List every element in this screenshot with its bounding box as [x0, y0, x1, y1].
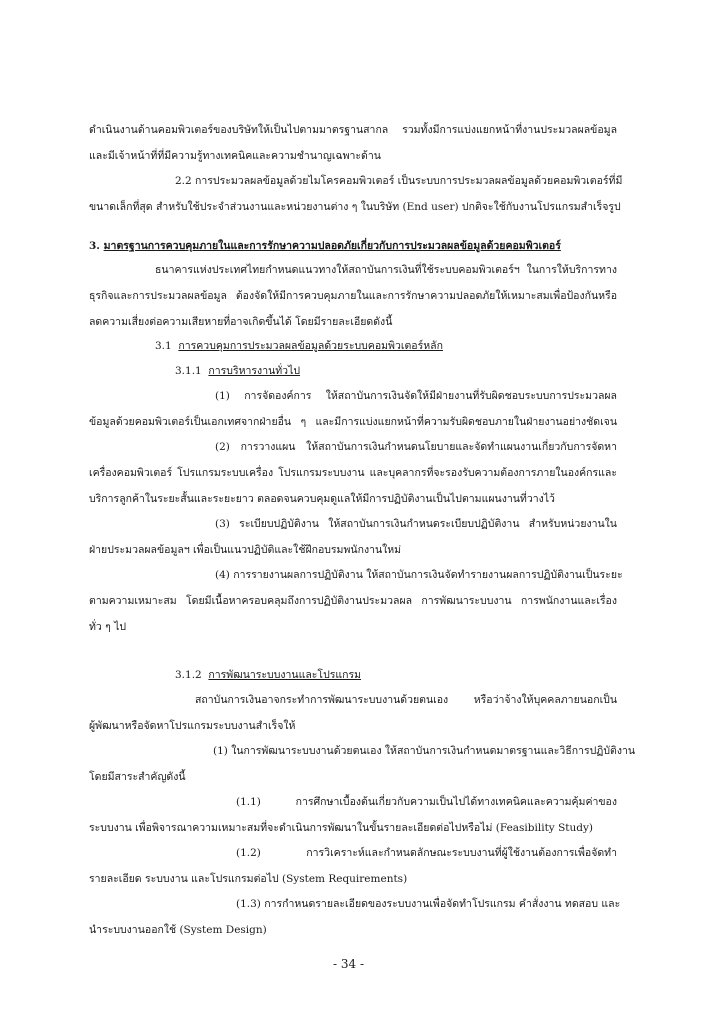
paragraph-line: (3) ระเบียบปฏิบัติงาน ให้สถาบันการเงินกำหนดระเบียบปฏิบัติงาน สำหรับหน่วยงานใน: [215, 518, 617, 530]
subsection-title: การพัฒนาระบบงานและโปรแกรม: [208, 669, 362, 681]
paragraph-line: นำระบบงานออกใช้ (System Design): [89, 924, 267, 936]
paragraph-line: ทั่ว ๆ ไป: [89, 621, 127, 633]
paragraph-line: (1.3) การกำหนดรายละเอียดของระบบงานเพื่อจัดทำโปรแกรม คำสั่งงาน ทดสอบ และ: [236, 898, 621, 910]
paragraph-line: (1) การจัดองค์การ ให้สถาบันการเงินจัดให้มีฝ่ายงานที่รับผิดชอบระบบการประมวลผล: [215, 390, 617, 402]
paragraph-line: (1.1) การศึกษาเบื้องต้นเกี่ยวกับความเป็นไปได้ทางเทคนิคและความคุ้มค่าของ: [236, 796, 617, 808]
paragraph-line: ดำเนินงานด้านคอมพิวเตอร์ของบริษัทให้เป็นไปตามมาตรฐานสากล รวมทั้งมีการแบ่งแยกหน้าที่งานประมวลผลข้อมูล: [89, 124, 617, 136]
subsection-heading: [155, 339, 443, 353]
subsection-heading: [175, 668, 361, 682]
subsection-title: การบริหารงานทั่วไป: [208, 365, 301, 377]
paragraph-line: ขนาดเล็กที่สุด สำหรับใช้ประจำส่วนงานและหน่วยงานต่าง ๆ ในบริษัท (End user) ปกติจะใช้กับงานโปรแกรมสำเร็จรูป: [89, 201, 621, 213]
subsection-number: 3.1.1: [175, 365, 202, 377]
paragraph-line: สถาบันการเงินอาจกระทำการพัฒนาระบบงานด้วยตนเอง หรือว่าจ้างให้บุคคลภายนอกเป็น: [195, 694, 617, 706]
paragraph-line: บริการลูกค้าในระยะสั้นและระยะยาว ตลอดจนควบคุมดูแลให้มีการปฏิบัติงานเป็นไปตามแผนงานที่วางไว้: [89, 493, 555, 505]
paragraph-line: ข้อมูลด้วยคอมพิวเตอร์เป็นเอกเทศจากฝ่ายอื่น ๆ และมีการแบ่งแยกหน้าที่ความรับผิดชอบภายในฝ่ายงานอย่างชัดเจน: [89, 416, 617, 428]
section-heading: [89, 239, 561, 253]
subsection-heading: [175, 364, 300, 378]
subsection-number: 3.1: [155, 340, 172, 352]
paragraph-line: ธุรกิจและการประมวลผลข้อมูล ต้องจัดให้มีการควบคุมภายในและการรักษาความปลอดภัยให้เหมาะสมเพื่อป้องกันหรือ: [89, 290, 617, 302]
paragraph-line: ธนาคารแห่งประเทศไทยกำหนดแนวทางให้สถาบันการเงินที่ใช้ระบบคอมพิวเตอร์ฯ ในการให้บริการทาง: [155, 264, 617, 276]
paragraph-line: (1.2) การวิเคราะห์และกำหนดลักษณะระบบงานที่ผู้ใช้งานต้องการเพื่อจัดทำ: [236, 847, 617, 859]
paragraph-line: และมีเจ้าหน้าที่ที่มีความรู้ทางเทคนิคและความชำนาญเฉพาะด้าน: [89, 150, 381, 162]
paragraph-line: ระบบงาน เพื่อพิจารณาความเหมาะสมที่จะดำเนินการพัฒนาในขั้นรายละเอียดต่อไปหรือไม่ (Feasibility Study): [89, 822, 593, 834]
section-number: 3.: [89, 240, 100, 252]
paragraph-line: ตามความเหมาะสม โดยมีเนื้อหาครอบคลุมถึงการปฏิบัติงานประมวลผล การพัฒนาระบบงาน การพนักงานและเรื่อง: [89, 595, 617, 607]
paragraph-line: (4) การรายงานผลการปฏิบัติงาน ให้สถาบันการเงินจัดทำรายงานผลการปฏิบัติงานเป็นระยะ: [215, 569, 623, 581]
subsection-title: การควบคุมการประมวลผลข้อมูลด้วยระบบคอมพิวเตอร์หลัก: [178, 340, 443, 352]
paragraph-line: เครื่องคอมพิวเตอร์ โปรแกรมระบบเครื่อง โปรแกรมระบบงาน และบุคลากรที่จะรองรับความต้องการภายในองค์กรและ: [89, 467, 617, 479]
section-title: มาตรฐานการควบคุมภายในและการรักษาความปลอดภัยเกี่ยวกับการประมวลผลข้อมูลด้วยคอมพิวเตอร์: [103, 240, 561, 252]
paragraph-line: ลดความเสี่ยงต่อความเสียหายที่อาจเกิดขึ้นได้ โดยมีรายละเอียดดังนี้: [89, 316, 393, 328]
subsection-number: 3.1.2: [175, 669, 202, 681]
page-number: - 34 -: [333, 957, 365, 971]
paragraph-line: (1) ในการพัฒนาระบบงานด้วยตนเอง ให้สถาบันการเงินกำหนดมาตรฐานและวิธีการปฏิบัติงาน: [213, 745, 636, 757]
paragraph-line: 2.2 การประมวลผลข้อมูลด้วยไมโครคอมพิวเตอร์ เป็นระบบการประมวลผลข้อมูลด้วยคอมพิวเตอร์ที่มี: [175, 175, 623, 187]
paragraph-line: ฝ่ายประมวลผลข้อมูลฯ เพื่อเป็นแนวปฏิบัติและใช้ฝึกอบรมพนักงานใหม่: [89, 544, 402, 556]
paragraph-line: ผู้พัฒนาหรือจัดหาโปรแกรมระบบงานสำเร็จให้: [89, 720, 296, 732]
paragraph-line: รายละเอียด ระบบงาน และโปรแกรมต่อไป (System Requirements): [89, 873, 408, 885]
paragraph-line: (2) การวางแผน ให้สถาบันการเงินกำหนดนโยบายและจัดทำแผนงานเกี่ยวกับการจัดหา: [215, 441, 617, 453]
paragraph-line: โดยมีสาระสำคัญดังนี้: [89, 771, 186, 783]
